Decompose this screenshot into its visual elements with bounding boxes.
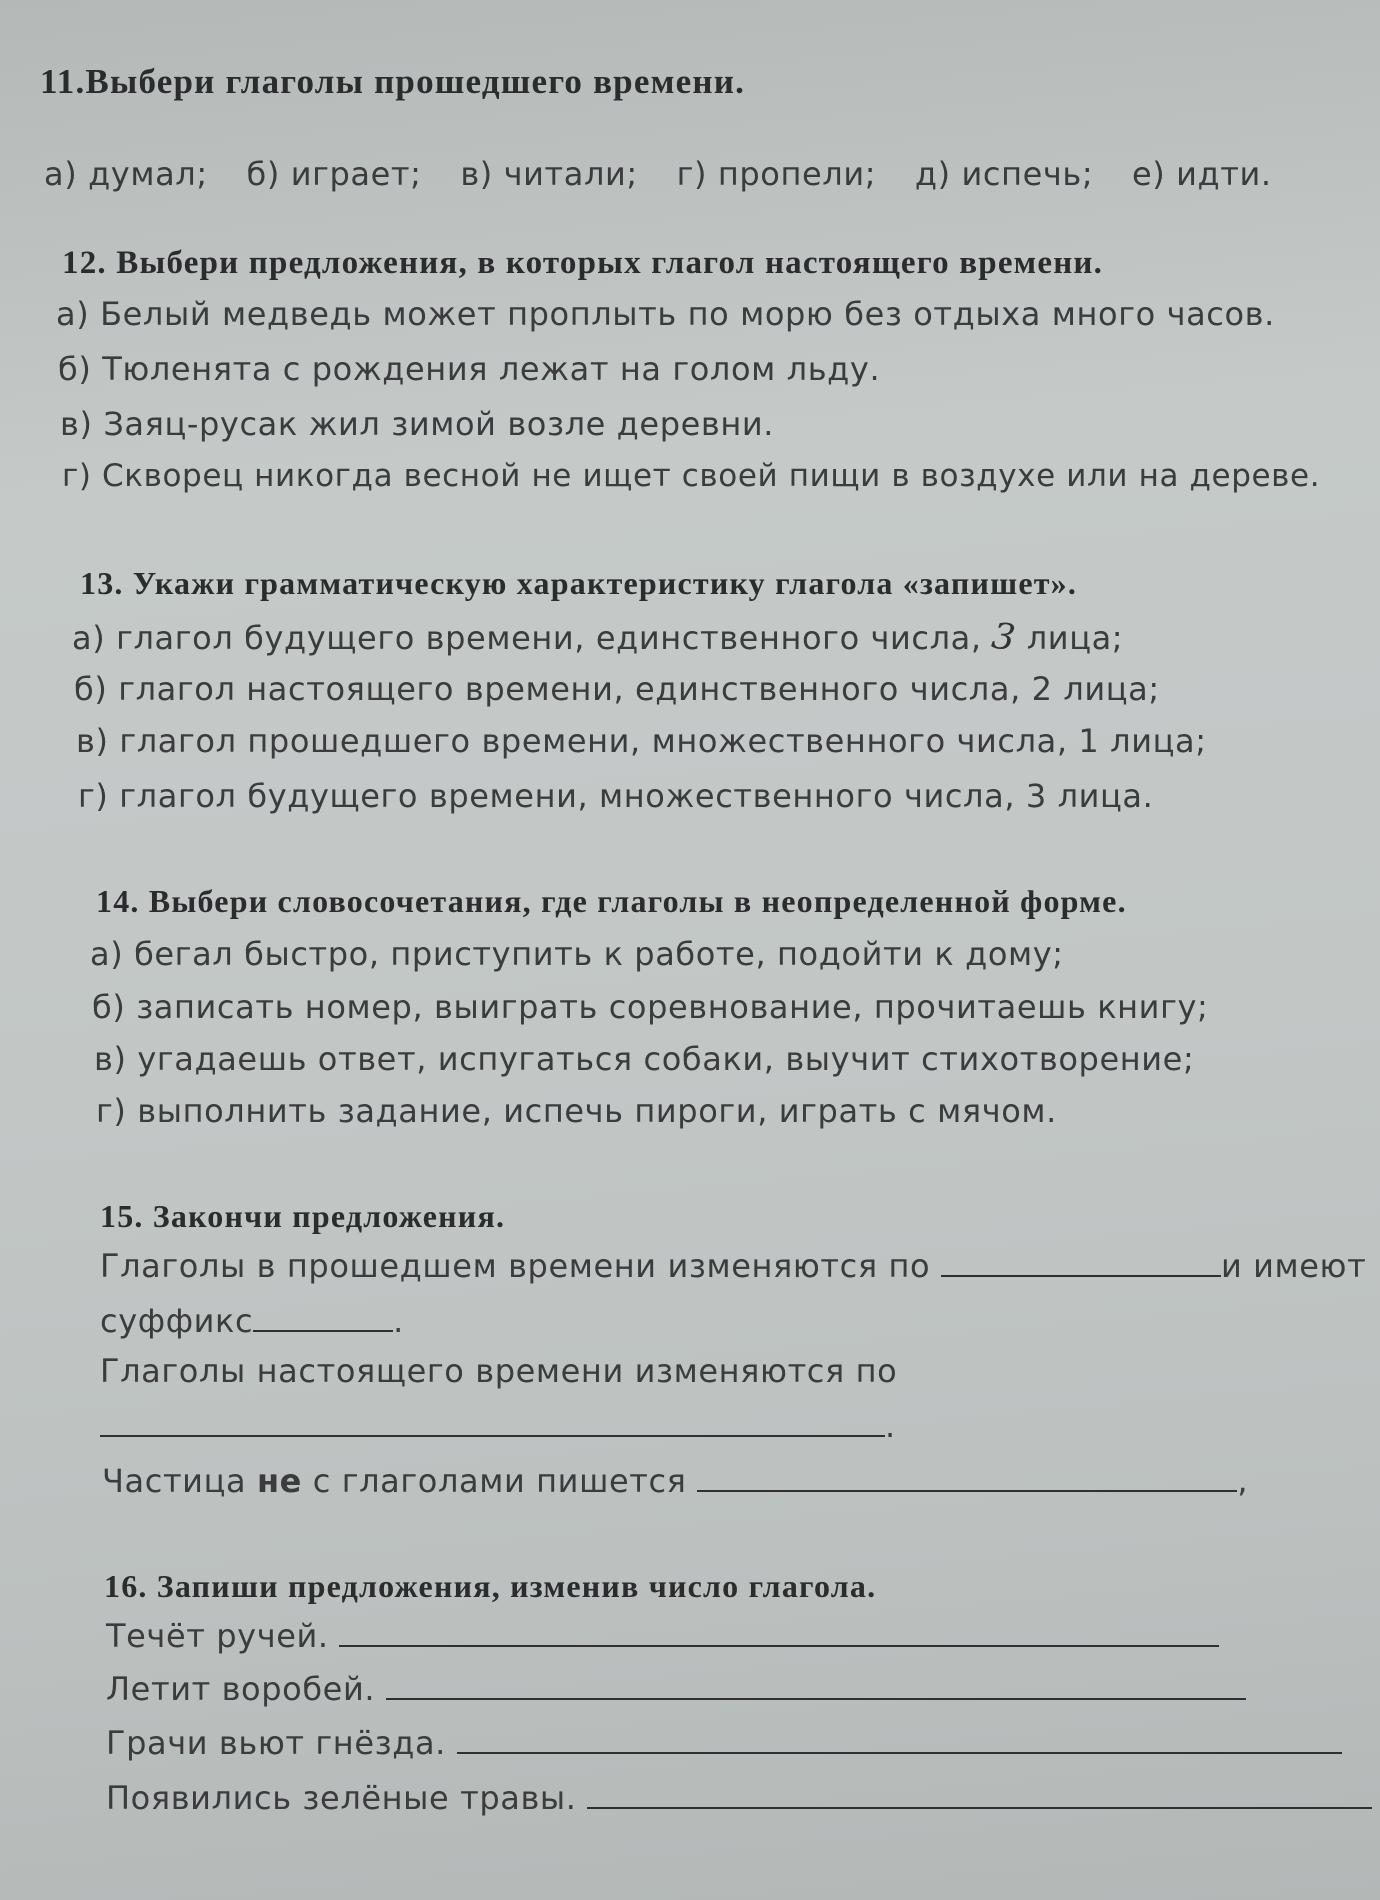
task-16-sentence-2: Летит воробей. [106,1668,1246,1708]
handwritten-digit: 3 [989,615,1019,660]
option: д) испечь; [914,155,1094,193]
option: а) думал; [44,155,208,193]
answer-blank[interactable] [587,1777,1372,1809]
task-14-option-b: б) записать номер, выиграть соревнование, прочитаешь книгу; [92,988,1209,1026]
task-12-option-b: б) Тюленята с рождения лежат на голом льду. [58,350,881,388]
task-11-options [44,155,1300,193]
task-15-line-4: . [100,1405,896,1445]
task-11-heading: 11.Выбери глаголы прошедшего времени. [40,62,746,101]
option-a-text: а) глагол будущего времени, единственного числа, [72,619,982,657]
answer-blank[interactable] [339,1615,1219,1647]
answer-blank[interactable] [100,1405,885,1437]
task-14-heading: 14. Выбери словосочетания, где глаголы в неопределенной форме. [96,883,1127,919]
answer-blank[interactable] [386,1668,1246,1700]
option: в) читали; [460,155,638,193]
option: е) идти. [1132,155,1272,193]
task-12-option-d: г) Скворец никогда весной не ищет своей пищи в воздухе или на дереве. [62,458,1321,494]
option: г) пропели; [676,155,877,193]
answer-blank[interactable] [941,1245,1221,1277]
task-12-heading: 12. Выбери предложения, в которых глагол настоящего времени. [62,245,1104,281]
task-16-sentence-4: Появились зелёные травы. [106,1777,1372,1817]
task-13-option-b: б) глагол настоящего времени, единственного числа, 2 лица; [74,670,1160,708]
task-15-heading: 15. Закончи предложения. [100,1198,506,1234]
task-13-option-a [72,617,1123,658]
task-16-heading: 16. Запиши предложения, изменив число глагола. [104,1568,877,1604]
task-14-option-c: в) угадаешь ответ, испугаться собаки, выучит стихотворение; [94,1040,1195,1078]
answer-blank[interactable] [253,1300,393,1332]
task-12-option-c: в) Заяц-русак жил зимой возле деревни. [60,405,775,443]
answer-blank[interactable] [457,1722,1342,1754]
task-15-line-3: Глаголы настоящего времени изменяются по [100,1352,898,1390]
task-13-option-d: г) глагол будущего времени, множественного числа, 3 лица. [78,777,1154,815]
option: б) играет; [246,155,422,193]
task-13-option-c: в) глагол прошедшего времени, множественного числа, 1 лица; [76,722,1207,760]
task-14-option-d: г) выполнить задание, испечь пироги, играть с мячом. [96,1092,1057,1130]
task-15-line-2: суффикс . [100,1302,404,1340]
task-12-option-a: а) Белый медведь может проплыть по морю без отдыха много часов. [56,295,1275,333]
option-a-end: лица; [1026,619,1124,657]
task-16-sentence-3: Грачи вьют гнёзда. [106,1722,1342,1762]
task-15-line-1: Глаголы в прошедшем времени изменяются по и имеют [100,1247,1367,1285]
answer-blank[interactable] [697,1460,1237,1492]
task-15-line-5: Частица не с глаголами пишется , [102,1462,1249,1500]
task-14-option-a: а) бегал быстро, приступить к работе, подойти к дому; [90,935,1064,973]
task-16-sentence-1: Течёт ручей. [106,1615,1219,1655]
task-13-heading: 13. Укажи грамматическую характеристику глагола «запишет». [80,565,1078,601]
